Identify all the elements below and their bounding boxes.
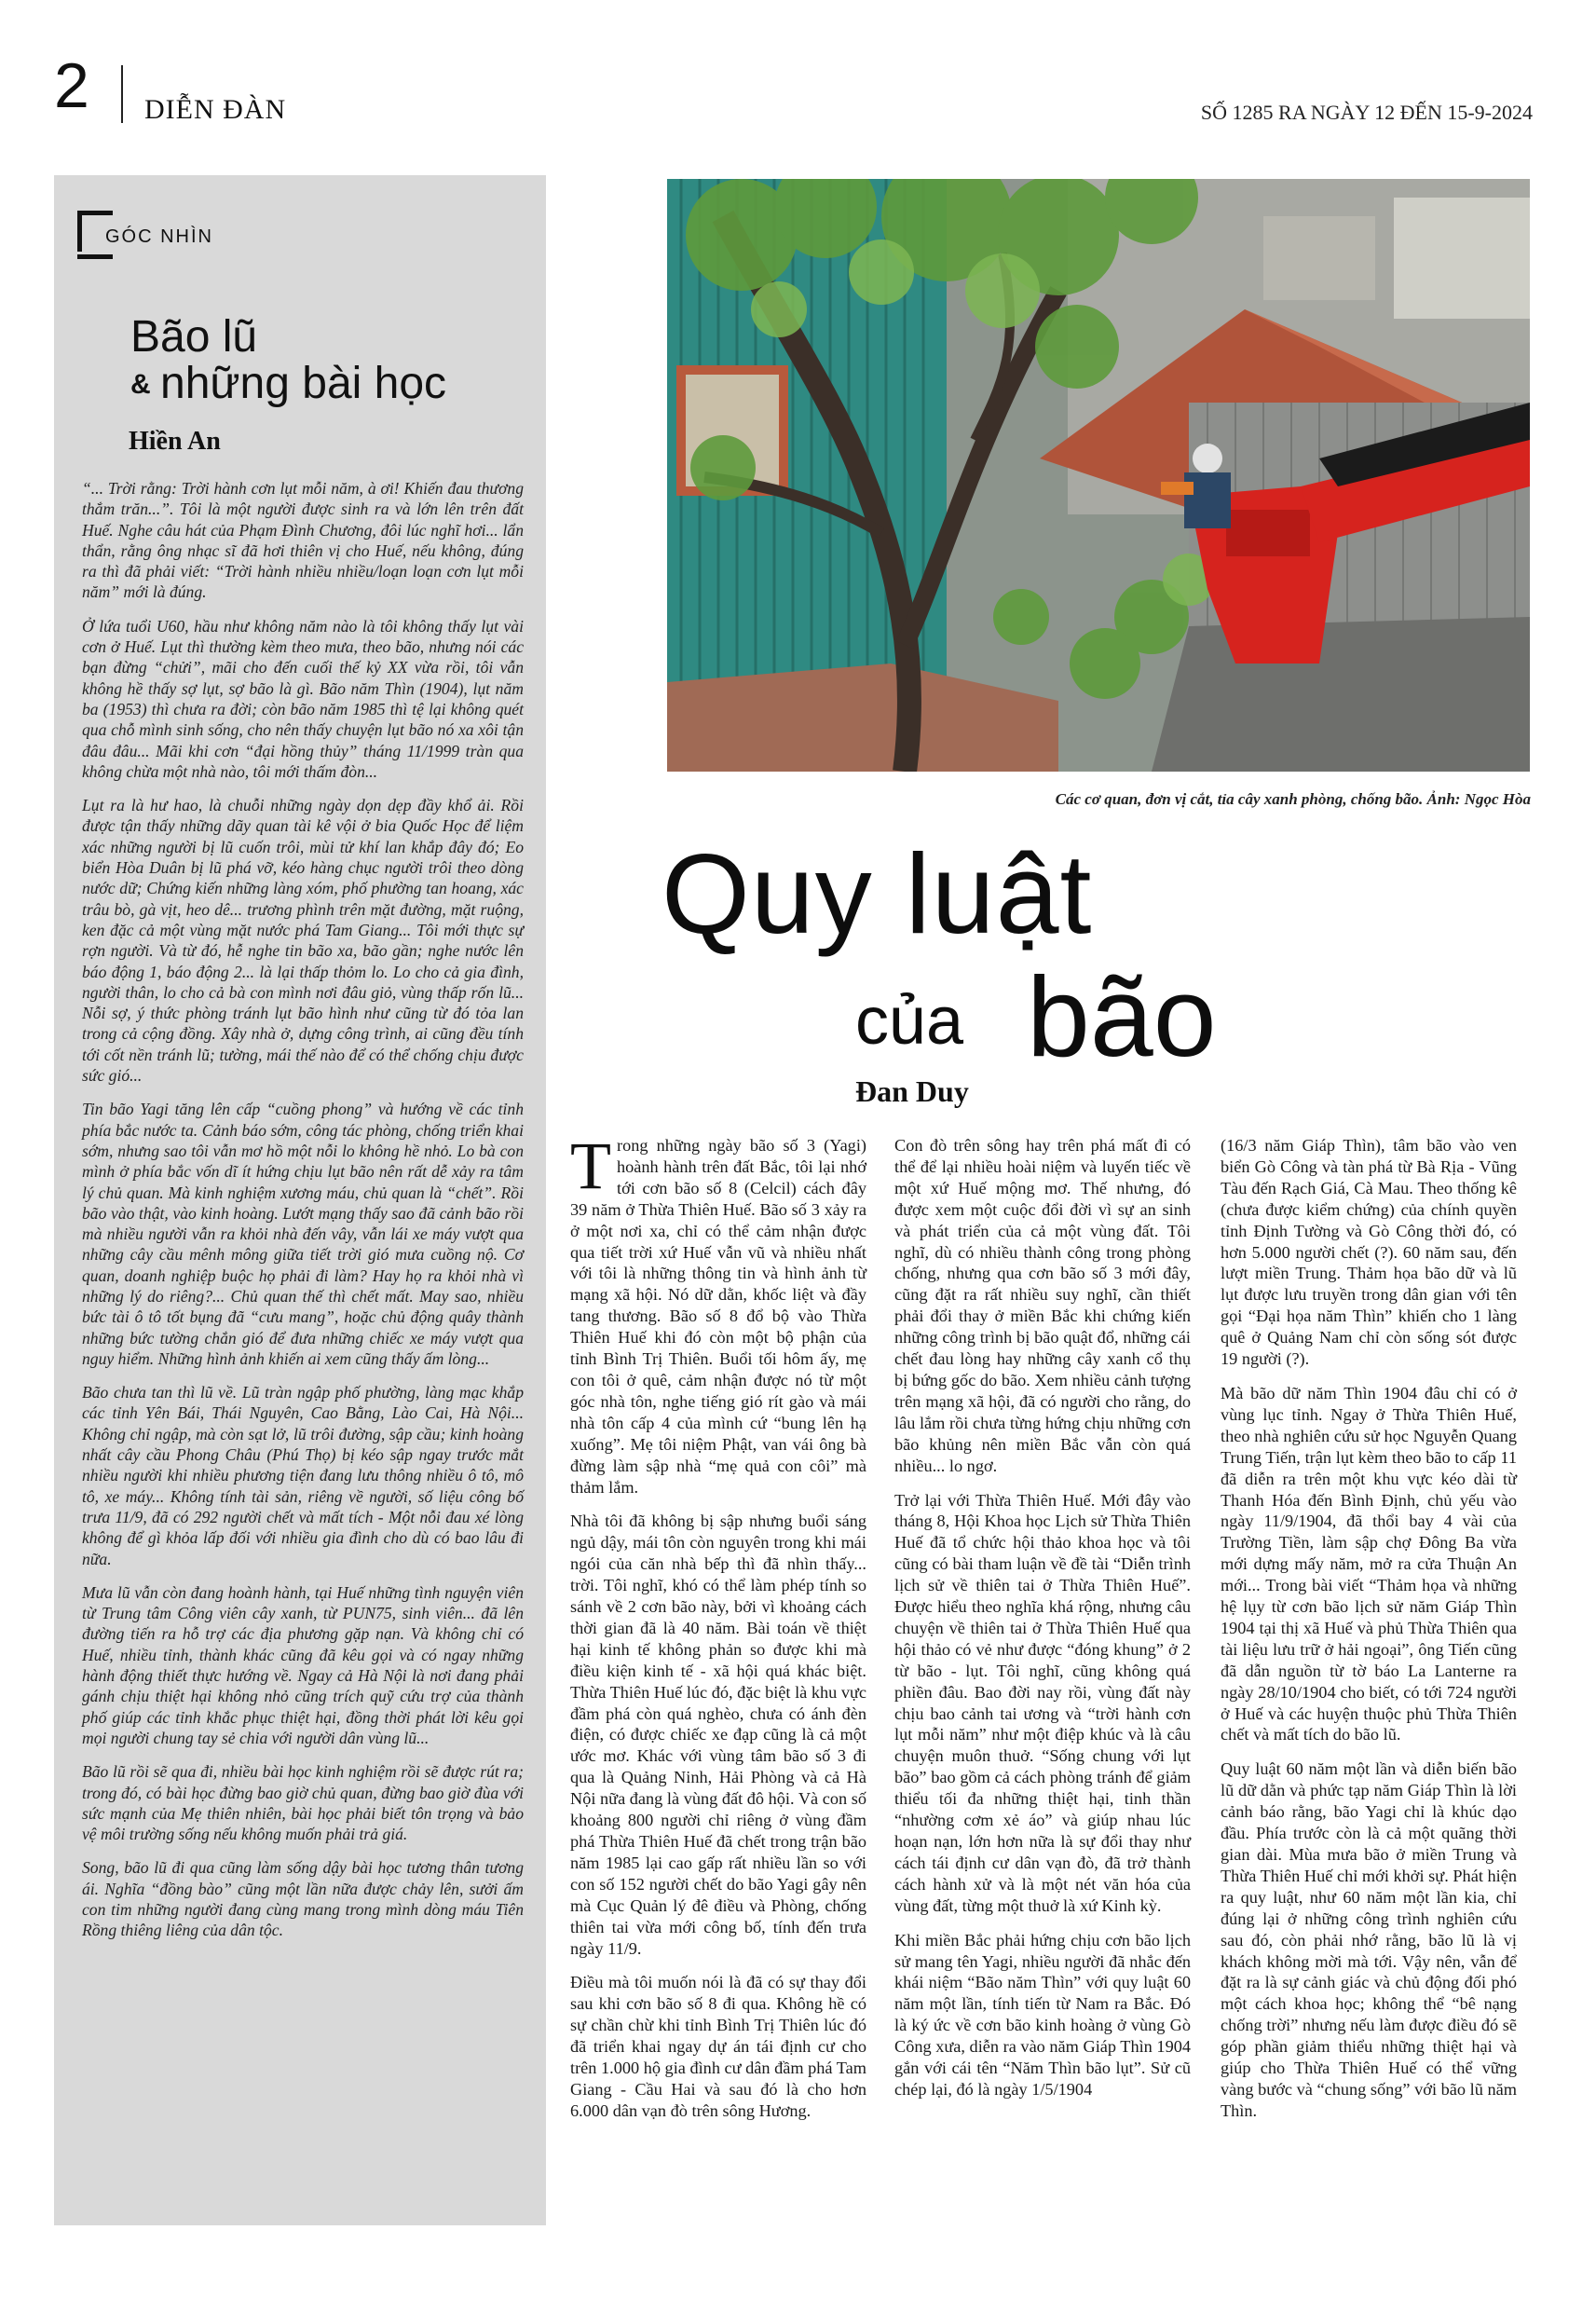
- article-column-1: [570, 1129, 866, 2135]
- sidebar-title-line2: những bài học: [160, 359, 447, 408]
- sidebar-paragraph: Song, bão lũ đi qua cũng làm sống dậy bài học tương thân tương ái. Nghĩa “đồng bào” cũng một lần nữa được chảy lên, sưởi ấm con tim những người đang cùng mang trong mình dòng máu Tiên Rồng thiêng liêng của dân tộc.: [82, 1858, 524, 1940]
- article-paragraph: Nhà tôi đã không bị sập nhưng buổi sáng ngủ dậy, mái tôn còn nguyên trong khi mái ngói của căn nhà bếp thì đã nhìn thấy... trời. Tôi nghĩ, khó có thể làm phép tính so sánh về 2 cơn bão này, bởi vì khoảng cách thời gian đã là 40 năm. Bài toán về thiệt hại kinh tế không phản so được khi mà điều kiện kinh tế - xã hội quá khác biệt. Thừa Thiên Huế lúc đó, đặc biệt là khu vực đầm phá còn quá nghèo, chưa có ánh đèn điện, có được chiếc xe đạp cũng là cả một ước mơ. Khác với vùng tâm bão số 3 đi qua là Quảng Ninh, Hải Phòng và cả Hà Nội nữa đang là vùng đất đô hội. Và con số khoảng 800 người chỉ riêng ở vùng đầm phá Thừa Thiên Huế đã chết trong trận bão năm 1985 lại cao gấp rất nhiều lần so với con số 152 người chết do bão Yagi gây nên mà Cục Quản lý đê điều và Phòng, chống thiên tai vừa mới công bố, tính đến trưa ngày 11/9.: [570, 1512, 866, 1958]
- tree-trimming-photo: [667, 179, 1530, 772]
- article-column-3: [1221, 1135, 1517, 2135]
- sidebar-paragraph: Bão lũ rồi sẽ qua đi, nhiều bài học kinh nghiệm rồi sẽ được rút ra; trong đó, có bài học đừng bao giờ chủ quan, đừng bao giờ đùa với sức mạnh của Mẹ thiên nhiên, bài học phải biết tôn trọng và bảo vệ môi trường sống nếu không muốn phải trả giá.: [82, 1762, 524, 1844]
- page-number: 2: [54, 50, 89, 121]
- article-paragraph: Điều mà tôi muốn nói là đã có sự thay đổi sau khi cơn bão số 8 đi qua. Không hề có sự chần chừ khi tỉnh Bình Trị Thiên lúc đó đã triển khai ngay dự án tái định cư cho trên 1.000 hộ gia đình cư dân đầm phá Tam Giang - Cầu Hai và sau đó là cho hơn 6.000 dân vạn đò trên sông Hương.: [570, 1973, 866, 2120]
- sidebar-paragraph: Lụt ra là hư hao, là chuỗi những ngày dọn dẹp đầy khổ ải. Rồi được tận thấy những dãy quan tài kê vội ở bia Quốc Học để liệm xác những người bị lũ cuốn trôi, mùi tử khí lan khắp đây đó; Eo biển Hòa Duân bị lũ phá vỡ, kéo hàng chục người trôi theo dòng nước dữ; Chứng kiến những làng xóm, phố phường tan hoang, xác trâu bò, gà vịt, heo dê... trương phình trên mặt đường, mặt ruộng, ken đặc cả một vùng mặt nước phá Tam Giang... Tôi mới thực sự rợn người. Và từ đó, hễ nghe tin bão xa, bão gần; nghe nước lên báo động 1, báo động 2... là lại thấp thỏm lo. Lo cho cả gia đình, người thân, lo cho cả bà con mình nơi đâu giỏ, vùng thấp rốn lũ... Nỗi sợ, ý thức phòng tránh lụt bão hình như cũng từ đó tỏa lan trong cả cộng đồng. Xây nhà ở, dựng công trình, ai cũng đều tính tới cốt nền tránh lũ; tường, mái thế nào để có thể chống chịu được sức gió...: [82, 796, 524, 1086]
- headline-small-word: của: [855, 984, 964, 1059]
- article-paragraph: (16/3 năm Giáp Thìn), tâm bão vào ven biển Gò Công và tàn phá từ Bà Rịa - Vũng Tàu đến Rạch Giá, Cà Mau. Theo thống kê (chưa được kiểm chứng) của chính quyền tỉnh Định Tường và Gò Công thời đó, có hơn 5.000 người chết (?). 60 năm sau, đến lượt miền Trung. Thảm họa bão dữ và lũ lụt được lưu truyền trong dân gian với tên gọi “Đại họa năm Thìn” khiến cho 1 làng quê ở Quảng Nam chỉ còn sống sót được 19 người (?).: [1221, 1136, 1517, 1369]
- sidebar-label: GÓC NHÌN: [105, 226, 213, 247]
- sidebar-column: [54, 175, 546, 2225]
- article-paragraph: Khi miền Bắc phải hứng chịu cơn bão lịch sử mang tên Yagi, nhiều người đã nhắc đến khái niệm “Bão năm Thìn” với quy luật 60 năm một lần, tính tiến từ Nam ra Bắc. Đó là ký ức về cơn bão kinh hoàng ở vùng Gò Công xưa, diễn ra vào năm Giáp Thìn 1904 gắn với cái tên “Năm Thìn bão lụt”. Sử cũ chép lại, đó là ngày 1/5/1904: [894, 1930, 1191, 2099]
- article-column-2: [894, 1135, 1191, 2114]
- headline-big-word: bão: [1027, 953, 1217, 1080]
- sidebar-author: Hiền An: [129, 427, 221, 456]
- sidebar-title-ampersand: &: [130, 369, 151, 400]
- article-paragraph: Trở lại với Thừa Thiên Huế. Mới đây vào tháng 8, Hội Khoa học Lịch sử Thừa Thiên Huế đã tổ chức hội thảo khoa học và tôi cũng có bài tham luận về đề tài “Diễn trình lịch sử về thiên tai ở Thừa Thiên Huế”. Được hiểu theo nghĩa khá rộng, nhưng câu chuyện về thiên tai ở Thừa Thiên Huế qua hội thảo có vẻ như được “đóng khung” ở 2 từ bão - lụt. Tôi nghĩ, cũng không quá phiền đâu. Bao đời nay rồi, vùng đất này chịu bao cảnh tai ương và “trời hành cơn lụt mỗi năm” như một điệp khúc và là câu chuyện muôn thuở. “Sống chung với lụt bão” bao gồm cả cách phòng tránh để giảm thiểu tối đa những thiệt hại, tinh thần “nhường cơm xẻ áo” và giúp nhau lúc hoạn nạn, lớn hơn nữa là sự đổi thay như cách tái định cư dân vạn đò, đã trở thành cách hành xử và là một nét văn hóa của vùng đất, từng một thuở là xứ Kinh kỳ.: [894, 1490, 1191, 1915]
- sidebar-paragraph: Bão chưa tan thì lũ về. Lũ tràn ngập phố phường, làng mạc khắp các tỉnh Yên Bái, Thái Nguyên, Cao Bằng, Lào Cai, Hà Nội... Không chỉ ngập, mà còn sạt lở, lũ trôi đường, sập cầu; kinh hoàng nhất cây cầu Phong Châu (Phú Thọ) bị kéo sập ngay trước mắt nhiều người khi nhiều phương tiện đang lưu thông nhiều ô tô, mô tô, xe máy... Không tính tài sản, riêng về người, số liệu công bố trưa 11/9, đã có 292 người chết và mất tích - Một nỗi đau xé lòng không để gì khỏa lấp đối với nhiều gia đình cho dù có bao lâu đi nữa.: [82, 1383, 524, 1568]
- article-paragraph: Con đò trên sông hay trên phá mất đi có thể để lại nhiều hoài niệm và luyến tiếc về một xứ Huế mộng mơ. Thế nhưng, đó được xem một cuộc đổi đời vì sự an sinh và phát triển của cả một vùng đất. Tôi nghĩ, dù có nhiều thành công trong phòng chống, nhưng qua cơn bão số 3 mới đây, cũng đặt ra rất nhiều suy nghĩ, cần thiết phải đổi thay ở miền Bắc khi chứng kiến những công trình bị bão quật đổ, những cái chết đau lòng hay những cây xanh cổ thụ bị bứng gốc do bão. Xem nhiều cảnh tượng trên mạng xã hội, đã có người cho rằng, do lâu lắm rồi chưa từng hứng chịu những cơn bão khủng nên miền Bắc vẫn còn quá nhiều... lo ngơ.: [894, 1136, 1191, 1475]
- headline-line1: Quy luật: [662, 830, 1093, 957]
- header-divider: [121, 65, 123, 123]
- article-paragraph-text: rong những ngày bão số 3 (Yagi) hoành hành trên đất Bắc, tôi lại nhớ tới cơn bão số 8 (Celcil) cách đây 39 năm ở Thừa Thiên Huế. Bão số 3 xảy ra ở một nơi xa, chỉ có thể cảm nhận được qua tiết trời xứ Huế vẫn vũ và nhiều nhất với tôi là những thông tin và hình ảnh từ mạng xã hội. Nó dữ dằn, khốc liệt và đầy tang thương. Bão số 8 đổ bộ vào Thừa Thiên Huế khi đó còn một bộ phận của tỉnh Bình Trị Thiên. Buổi tối hôm ấy, mẹ con tôi ở quê, cảm nhận được nó từ một góc nhà tôn, nghe tiếng gió rít gào và mái nhà tôn cấp 4 của mình cứ “bung lên hạ xuống”. Mẹ tôi niệm Phật, van vái ông bà đừng làm sập nhà “mẹ quả con côi” mà thảm lắm.: [570, 1136, 866, 1497]
- article-author: Đan Duy: [855, 1074, 969, 1108]
- sidebar-body: [82, 478, 524, 1954]
- section-name: DIỄN ĐÀN: [144, 94, 287, 125]
- sidebar-paragraph: Tin bão Yagi tăng lên cấp “cuồng phong” và hướng về các tỉnh phía bắc nước ta. Cảnh báo sớm, công tác phòng, chống triển khai sớm, nhưng sao tôi vẫn mơ hồ một nỗi lo không hề nhỏ. Lo bà con mình ở phía bắc vốn dĩ ít hứng chịu lụt bão nên rất dễ xảy ra tâm lý chủ quan. Mà kinh nghiệm xương máu, chủ quan là “chết”. Rồi bão vào thật, vào kinh hoàng. Lướt mạng thấy sao đã cảnh bão rồi mà nhiều người vẫn ra khỏi nhà đến vây, vẫn lái xe máy vượt qua những cây cầu mênh mông giữa tiết trời gió mưa cuồng nộ. Cơ quan, doanh nghiệp buộc họ phải đi làm? Hay họ ra khỏi nhà vì những lý do riêng?... Chủ quan thế thì chết mất. May sao, nhiều bức tài ô tô tốt bụng đã “cưu mang”, hoặc chủ động quây thành những bức tường chắn gió để đưa những chiếc xe máy vượt qua nguy hiểm. Những hình ảnh khiến ai xem cũng thấy ấm lòng...: [82, 1100, 524, 1368]
- article-paragraph: Mà bão dữ năm Thìn 1904 đâu chỉ có ở vùng lục tỉnh. Ngay ở Thừa Thiên Huế, theo nhà nghiên cứu sử học Nguyễn Quang Trung Tiến, trận lụt kèm theo bão to cấp 11 đã diễn ra trên một khu vực kéo dài từ Thanh Hóa đến Bình Định, chủ yếu vào ngày 11/9/1904, đã thổi bay 4 vài của Trường Tiền, làm sập chợ Đông Ba vừa mới dựng mấy năm, mở ra cửa Thuận An mới... Trong bài viết “Thảm họa và những hệ lụy từ cơn bão lịch sử năm Giáp Thìn 1904 tại thị xã Huế và phủ Thừa Thiên qua tài liệu lưu trữ ở hải ngoại”, ông Tiến cũng đã dẫn nguồn từ tờ báo La Lanterne ra ngày 28/10/1904 cho biết, có tới 724 người ở Huế và các huyện thuộc phủ Thừa Thiên chết và mất tích do bão lũ.: [1221, 1383, 1517, 1744]
- issue-line: SỐ 1285 RA NGÀY 12 ĐẾN 15-9-2024: [1200, 101, 1533, 124]
- sidebar-title-line1: Bão lũ: [130, 312, 258, 362]
- article-paragraph: [570, 1129, 866, 1498]
- sidebar-paragraph: Mưa lũ vẫn còn đang hoành hành, tại Huế những tình nguyện viên từ Trung tâm Công viên cây xanh, từ PUN75, sinh viên... đã lên đường tiến ra hỗ trợ các địa phương gặp nạn. Và không chỉ có Huế, nhiều tỉnh, thành khác cũng đã kêu gọi và có ngay những hành động thiết thực hướng về. Ngay cả Hà Nội là nơi đang phải gánh chịu thiệt hại không nhỏ cũng trích quỹ cứu trợ của thành phố giúp các tỉnh khắc phục thiệt hại, đồng thời phát lời kêu gọi mọi người chung tay sẻ chia với người dân vùng lũ...: [82, 1582, 524, 1747]
- photo-caption: Các cơ quan, đơn vị cắt, tỉa cây xanh phòng, chống bão. Ảnh: Ngọc Hòa: [1055, 790, 1531, 808]
- article-photo: [667, 179, 1530, 772]
- article-paragraph: Quy luật 60 năm một lần và diễn biến bão lũ dữ dằn và phức tạp năm Giáp Thìn là lời cảnh báo rằng, bão Yagi chỉ là khúc dạo đầu. Phía trước còn là cả một quãng thời gian dài. Mùa mưa bão ở miền Trung và Thừa Thiên Huế chỉ mới khởi sự. Phát hiện ra quy luật, như 60 năm một lần kia, chỉ đúng lại ở những công trình nghiên cứu sau đó, còn phải nhớ rằng, bão lũ là vị khách không mời mà tới. Vậy nên, vẫn để đặt ra là sự cảnh giác và chủ động đối phó một cách khoa học; không thể “bê nạng chống trời” nhưng nếu làm được điều đó sẽ góp phần giảm thiểu những thiệt hại và giúp cho Thừa Thiên Huế có thể vững vàng bước và “chung sống” với bão lũ năm Thìn.: [1221, 1759, 1517, 2120]
- sidebar-paragraph: “... Trời rằng: Trời hành cơn lụt mỗi năm, à ơi! Khiến đau thương thắm trăn...”. Tôi là một người được sinh ra và lớn lên trên đất Huế. Nghe câu hát của Phạm Đình Chương, đôi lúc nghĩ hơi... lẩn thẩn, rằng ông nhạc sĩ đã hơi thiên vị cho Huế, nếu không, đúng ra thì đã phải viết: “Trời hành nhiều nhiều/loạn loạn cơn lụt mỗi năm” mới là đúng.: [82, 479, 524, 602]
- drop-cap: T: [570, 1129, 611, 1203]
- sidebar-paragraph: Ở lứa tuổi U60, hầu như không năm nào là tôi không thấy lụt vài cơn ở Huế. Lụt thì thường kèm theo mưa, theo bão, nhưng nói các bạn đừng “chửi”, mãi cho đến cuối thế kỷ XX vừa rồi, tôi vẫn không hề thấy sợ lụt, sợ bão là gì. Bão năm Thìn (1904), lụt năm ba (1953) thì chưa ra đời; còn bão năm 1985 thì tệ lại không quét qua chỗ mình sinh sống, cho nên thấy chuyện lụt bão nó xa xôi tận đâu đâu... Mãi khi cơn “đại hồng thủy” tháng 11/1999 tràn qua không chừa một nhà nào, tôi mới thấm đòn...: [82, 616, 524, 781]
